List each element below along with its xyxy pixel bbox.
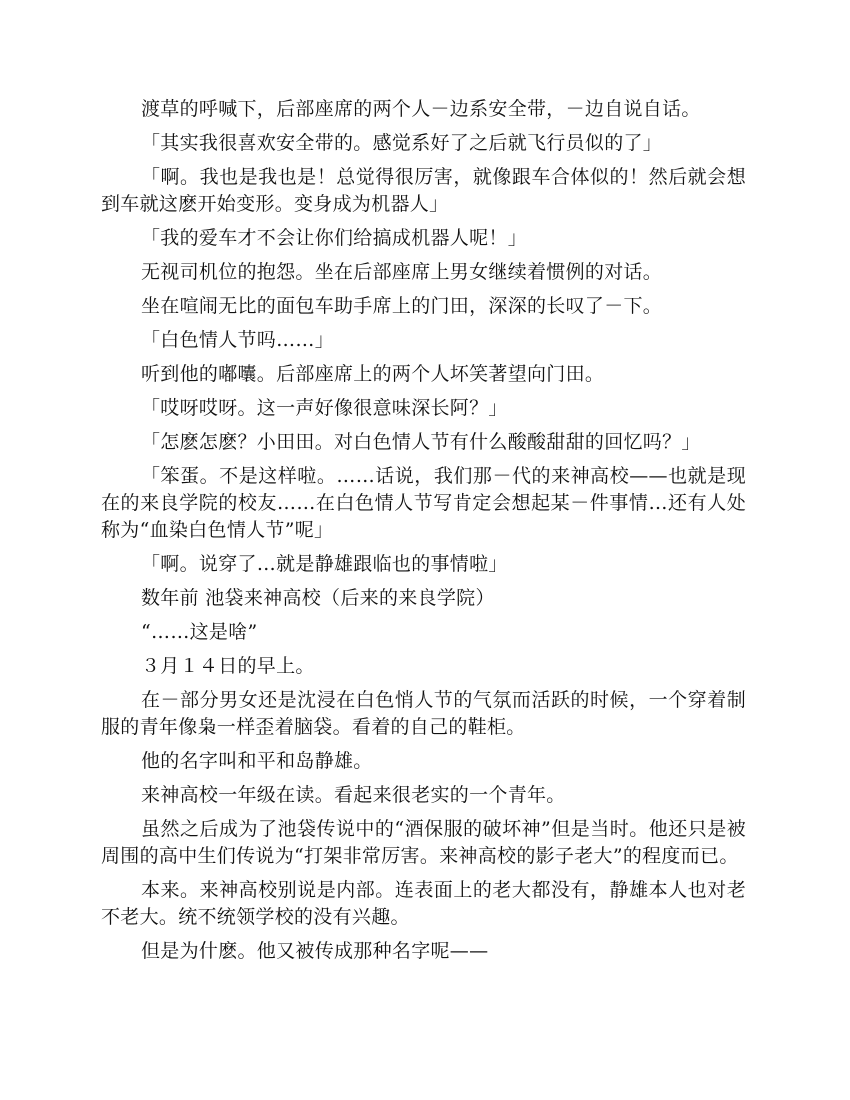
paragraph: 「啊。说穿了…就是静雄跟临也的事情啦」	[141, 553, 508, 575]
paragraph: 「啊。我也是我也是！总觉得很厉害，就像跟车合体似的！然后就会想到车就这麽开始变形。变身成为机器人」	[101, 166, 746, 215]
paragraph: 「白色情人节吗……」	[141, 329, 335, 351]
paragraph: 来神高校一年级在读。看起来很老实的一个青年。	[141, 784, 566, 806]
paragraph: 「怎麽怎麽？小田田。对白色情人节有什么酸酸甜甜的回忆吗？」	[141, 431, 701, 453]
paragraph: 无视司机位的抱怨。坐在后部座席上男女继续着惯例的对话。	[141, 261, 663, 283]
paragraph: 「哎呀哎呀。这一声好像很意味深长阿？」	[141, 397, 508, 419]
paragraph: 本来。来神高校别说是内部。连表面上的老大都没有，静雄本人也对老不老大。统不统领学校的没有兴趣。	[101, 879, 746, 928]
story-text	[101, 96, 746, 972]
paragraph: ３月１４日的早上。	[141, 655, 315, 677]
paragraph: 虽然之后成为了池袋传说中的“酒保服的破坏神”但是当时。他还只是被周围的高中生们传说为“打架非常厉害。来神高校的影子老大”的程度而已。	[101, 818, 746, 867]
paragraph: 「我的爱车才不会让你们给搞成机器人呢！」	[141, 227, 528, 249]
paragraph: 渡草的呼喊下，后部座席的两个人－边系安全带，－边自说自话。	[141, 98, 701, 120]
paragraph: 但是为什麽。他又被传成那种名字呢——	[141, 940, 489, 962]
paragraph: 在－部分男女还是沈浸在白色悄人节的气氛而活跃的时候，一个穿着制服的青年像枭一样歪着脑袋。看着的自己的鞋柜。	[101, 689, 746, 738]
paragraph: 坐在喧闹无比的面包车助手席上的门田，深深的长叹了－下。	[141, 295, 663, 317]
paragraph: 听到他的嘟囔。后部座席上的两个人坏笑著望向门田。	[141, 363, 605, 385]
paragraph: 「笨蛋。不是这样啦。……话说，我们那－代的来神高校——也就是现在的来良学院的校友……在白色情人节写肯定会想起某－件事情…还有人处称为“血染白色情人节”呢」	[101, 465, 746, 541]
paragraph: 他的名字叫和平和岛静雄。	[141, 750, 373, 772]
paragraph: 「其实我很喜欢安全带的。感觉系好了之后就飞行员似的了」	[141, 132, 663, 154]
scene-heading: 数年前 池袋来神高校（后来的来良学院）	[141, 587, 495, 609]
paragraph: “……这是啥”	[141, 621, 258, 643]
